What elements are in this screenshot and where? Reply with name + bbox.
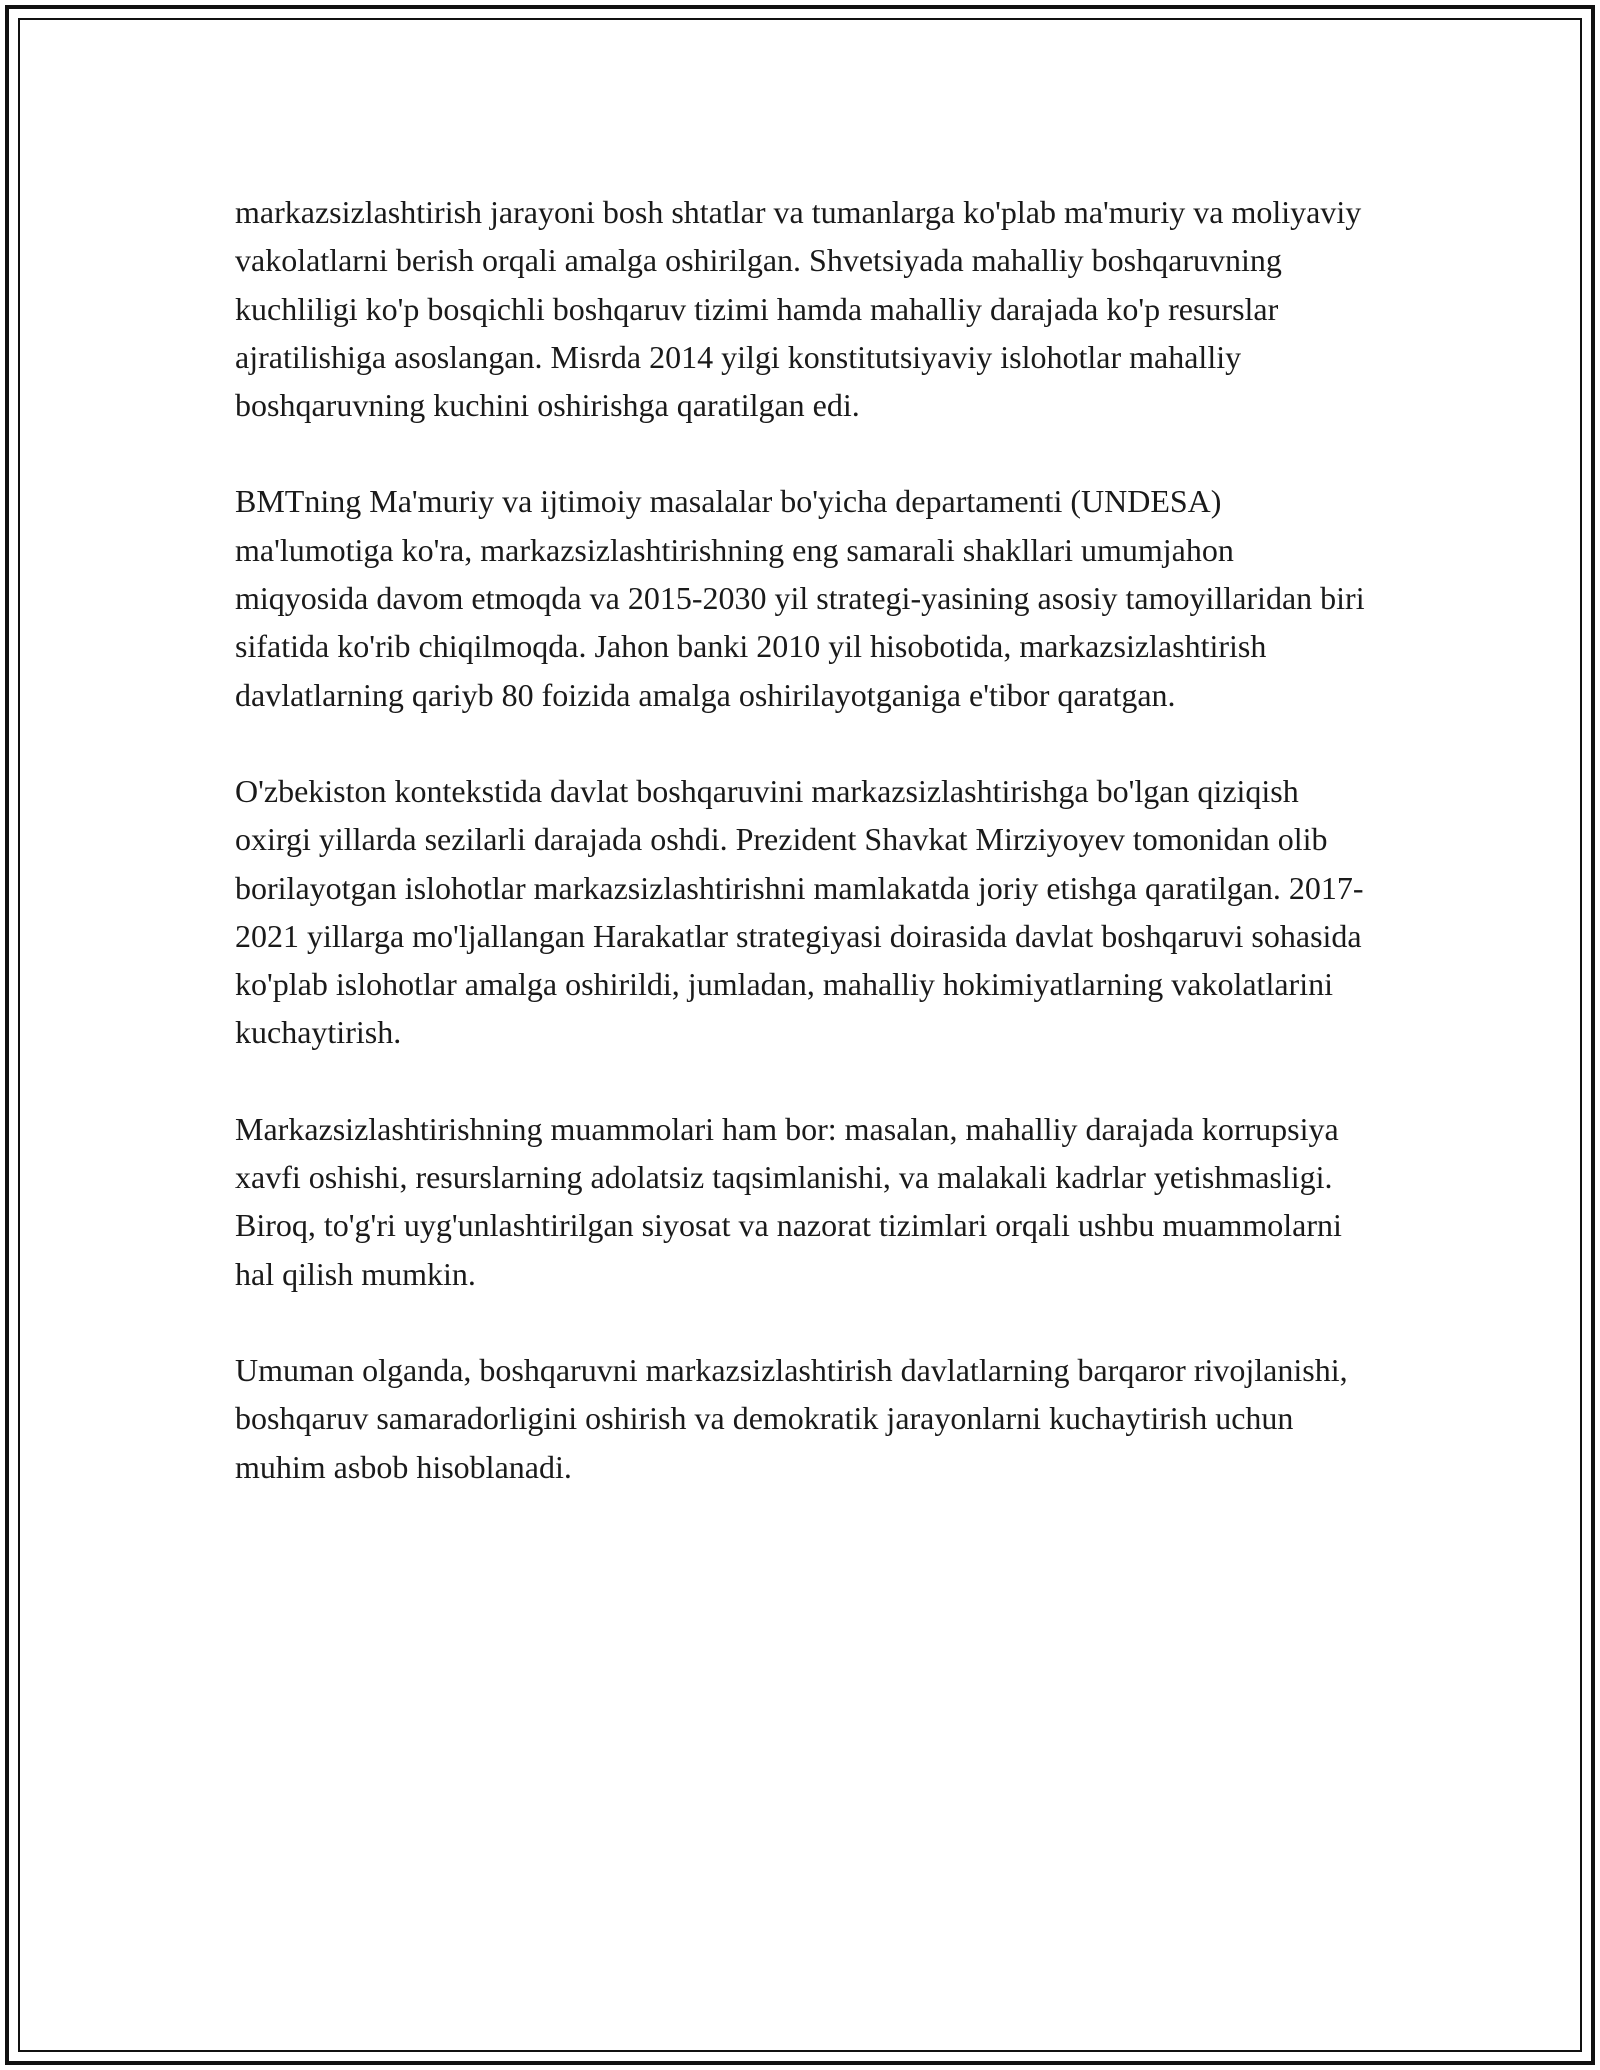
paragraph-3: O'zbekiston kontekstida davlat boshqaruvini markazsizlashtirishga bo'lgan qiziqish oxirgi yillarda sezilarli darajada oshdi. Prezident Shavkat Mirziyoyev tomonidan olib borilayotgan islohotlar markazsizlashtirishni mamlakatda joriy etishga qaratilgan. 2017-2021 yillarga mo'ljallangan Harakatlar strategiyasi doirasida davlat boshqaruvi sohasida ko'plab islohotlar amalga oshirildi, jumladan, mahalliy hokimiyatlarning vakolatlarini kuchaytirish.: [235, 772, 1364, 1051]
document-body: [235, 188, 1375, 1539]
paragraph-4: Markazsizlashtirishning muammolari ham bor: masalan, mahalliy darajada korrupsiya xavfi oshishi, resurslarning adolatsiz taqsimlanishi, va malakali kadrlar yetishmasligi. Biroq, to'g'ri uyg'unlashtirilgan siyosat va nazorat tizimlari orqali ushbu muammolarni hal qilish mumkin.: [235, 1110, 1342, 1292]
paragraph-5: Umuman olganda, boshqaruvni markazsizlashtirish davlatlarning barqaror rivojlanishi, boshqaruv samaradorligini oshirish va demokratik jarayonlarni kuchaytirish uchun muhim asbob hisoblanadi.: [235, 1351, 1348, 1485]
paragraph-1: markazsizlashtirish jarayoni bosh shtatlar va tumanlarga ko'plab ma'muriy va moliyaviy vakolatlarni berish orqali amalga oshirilgan. Shvetsiyada mahalliy boshqaruvning kuchliligi ko'p bosqichli boshqaruv tizimi hamda mahalliy darajada ko'p resurslar ajratilishiga asoslangan. Misrda 2014 yilgi konstitutsiyaviy islohotlar mahalliy boshqaruvning kuchini oshirishga qaratilgan edi.: [235, 194, 1362, 424]
paragraph-2: BMTning Ma'muriy va ijtimoiy masalalar bo'yicha departamenti (UNDESA) ma'lumotiga ko'ra, markazsizlashtirishning eng samarali shakllari umumjahon miqyosida davom etmoqda va 2015-2030 yil strategi-yasining asosiy tamoyillaridan biri sifatida ko'rib chiqilmoqda. Jahon banki 2010 yil hisobotida, markazsizlashtirish davlatlarning qariyb 80 foizida amalga oshirilayotganiga e'tibor qaratgan.: [235, 483, 1365, 713]
